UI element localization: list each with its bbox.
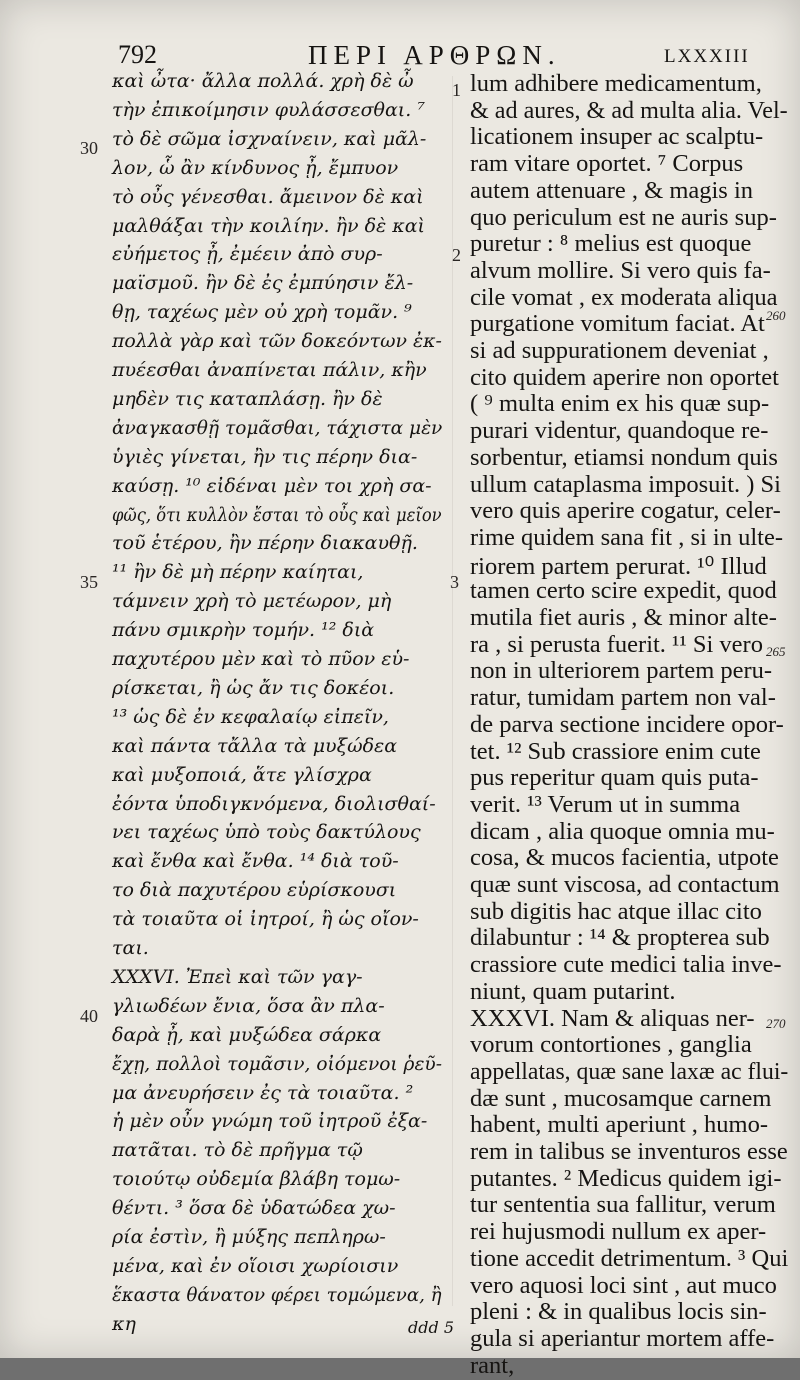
greek-text-line: ρία ἐστὶν, ἢ μύξης πεπληρω- <box>112 1226 386 1248</box>
greek-text-line: ρίσκεται, ἢ ὡς ἄν τις δοκέοι. <box>112 676 395 699</box>
latin-text-line: lum adhibere medicamentum, <box>470 70 762 97</box>
greek-text-line: τὸ οὖς γένεσθαι. ἄμεινον δὲ καὶ <box>112 185 424 208</box>
latin-text-line: licationem insuper ac scalptu- <box>470 123 764 151</box>
latin-text-line: cito quidem aperire non oportet <box>470 363 779 391</box>
greek-text-line: μαλθάξαι τὴν κοιλίην. ἢν δὲ καὶ <box>112 214 425 237</box>
latin-text-line: mutila fiet auris , & minor alte- <box>470 604 777 631</box>
latin-text-line: cile vomat , ex moderata aliqua <box>470 283 778 311</box>
latin-text-line: tet. ¹² Sub crassiore enim cute <box>470 737 761 765</box>
latin-text-line: niunt, quam putarint. <box>470 977 676 1005</box>
latin-text-line: vorum contortiones , ganglia <box>470 1031 752 1059</box>
line-number-35: 35 <box>80 572 98 592</box>
latin-text-line: vero aquosi loci sint , aut muco <box>470 1271 777 1299</box>
greek-text-line: δαρὰ ᾖ, καὶ μυξώδεα σάρκα <box>112 1023 382 1046</box>
greek-text-line: πάνυ σμικρὴν τομήν. ¹² διὰ <box>112 619 375 642</box>
greek-text-line: νει ταχέως ὑπὸ τοὺς δακτύλους <box>112 821 421 844</box>
greek-text-line: καύσῃ. ¹⁰ εἰδέναι μὲν τοι χρὴ σα- <box>112 474 432 497</box>
greek-text-line: το διὰ παχυτέρου εὑρίσκουσι <box>112 879 397 902</box>
latin-text-line: rime quidem sana fit , si in ulte- <box>470 523 783 551</box>
greek-text-line: τὸ δὲ σῶμα ἰσχναίνειν, καὶ μᾶλ- <box>112 127 427 150</box>
latin-text-line: autem attenuare , & magis in <box>470 176 754 204</box>
greek-text-line: μαϊσμοῦ. ἢν δὲ ἐς ἐμπύησιν ἔλ- <box>112 272 414 295</box>
margin-ref-270: 270 <box>766 1016 786 1031</box>
greek-text-line: ται. <box>112 937 149 959</box>
greek-text-line: λον, ὧ ἂν κίνδυνος ᾖ, ἔμπυον <box>112 156 399 179</box>
latin-text-line: putantes. ² Medicus quidem igi- <box>470 1164 782 1192</box>
greek-text-line: θῃ, ταχέως μὲν οὐ χρὴ τομᾶν. ⁹ <box>112 301 412 324</box>
latin-text-line: dæ sunt , mucosamque carnem <box>470 1084 772 1112</box>
latin-text-line: crassiore cute medici talia inve- <box>470 951 782 979</box>
line-number-30: 30 <box>80 138 98 158</box>
latin-text-line: non in ulteriorem partem peru- <box>470 657 773 685</box>
greek-text-line: ἔχῃ, πολλοὶ τομᾶσιν, οἰόμενοι ῥεῦ- <box>112 1052 442 1075</box>
greek-text-line: καὶ ὦτα· ἄλλα πολλά. χρὴ δὲ ὦ <box>112 70 414 92</box>
greek-text-line: τοιούτῳ οὐδεμία βλάβη τομω- <box>112 1168 401 1191</box>
latin-text-line: habent, multi aperiunt , humo- <box>470 1111 769 1139</box>
latin-text-line: appellatas, quæ sane laxæ ac flui- <box>470 1057 789 1085</box>
greek-text-line: τοῦ ἑτέρου, ἢν πέρην διακαυθῇ. <box>112 532 418 555</box>
latin-text-line: puretur : ⁸ melius est quoque <box>470 230 752 258</box>
latin-text-line: rei hujusmodi nullum ex aper- <box>470 1218 767 1246</box>
latin-text-line: si ad suppurationem deveniat , <box>470 337 769 364</box>
greek-text-line: καὶ μυξοποιά, ἅτε γλίσχρα <box>112 763 372 786</box>
latin-text-line: dicam , alia quoque omnia mu- <box>470 817 775 845</box>
latin-text-line: dilabuntur : ¹⁴ & propterea sub <box>470 924 770 952</box>
latin-text-line: gula si aperiantur mortem affe- <box>470 1324 775 1352</box>
latin-text-line: rant, <box>470 1351 515 1379</box>
latin-text-line: riorem partem perurat. ¹⁰ Illud <box>470 552 767 580</box>
latin-text-line: tur sententia sua fallitur, verum <box>470 1191 776 1219</box>
greek-text-line: ἀναγκασθῇ τομᾶσθαι, τάχιστα μὲν <box>112 416 443 439</box>
greek-text-line: ἕκαστα θάνατον φέρει τομώμενα, ἢ <box>112 1283 442 1306</box>
greek-text-line: ἐόντα ὑποδιγκνόμενα, διολισθαί- <box>112 792 436 815</box>
greek-text-line: πατᾶται. τὸ δὲ πρῆγμα τῷ <box>112 1139 363 1162</box>
catchword: ddd 5 <box>408 1318 454 1337</box>
latin-text-line: tione accedit detrimentum. ³ Qui <box>470 1244 789 1272</box>
latin-text-line: ram vitare oportet. ⁷ Corpus <box>470 150 744 178</box>
greek-text-line: θέντι. ³ ὅσα δὲ ὑδατώδεα χω- <box>112 1197 396 1220</box>
greek-text-line: τὴν ἐπικοίμησιν φυλάσσεσθαι. ⁷ <box>112 98 425 121</box>
greek-text-line: ¹¹ ἢν δὲ μὴ πέρην καίηται, <box>112 561 364 584</box>
greek-text-line: παχυτέρου μὲν καὶ τὸ πῦον εὑ- <box>112 648 410 670</box>
chapter-number: LXXXIII <box>664 46 750 67</box>
latin-text-line: alvum mollire. Si vero quis fa- <box>470 256 771 284</box>
column-marker-3: 3 <box>450 572 459 592</box>
latin-text-line: purari videntur, quandoque re- <box>470 417 769 445</box>
greek-text-line: πυέεσθαι ἀναπίνεται πάλιν, κἢν <box>112 359 427 381</box>
greek-text-line: XXXVI. Ἐπεὶ καὶ τῶν γαγ- <box>112 965 363 988</box>
latin-text-line: XXXVI. Nam & aliquas ner- <box>470 1004 755 1032</box>
latin-text-line: ra , si perusta fuerit. ¹¹ Si vero <box>470 630 763 658</box>
latin-text-line: rem in talibus se inventuros esse <box>470 1138 788 1165</box>
greek-text-line: μένα, καὶ ἐν οἵοισι χωρίοισιν <box>112 1254 399 1277</box>
latin-text-line: pleni : & in qualibus locis sin- <box>470 1298 767 1326</box>
running-title: ΠΕΡΙ ΑΡΘΡΩΝ. <box>308 40 561 70</box>
greek-text-line: τάμνειν χρὴ τὸ μετέωρον, μὴ <box>112 590 392 613</box>
latin-text-line: de parva sectione incidere opor- <box>470 710 784 738</box>
latin-text-line: ullum cataplasma imposuit. ) Si <box>470 470 781 498</box>
greek-text-line: κη <box>112 1312 136 1335</box>
greek-text-line: φῶς, ὅτι κυλλὸν ἔσται τὸ οὖς καὶ μεῖον <box>112 503 442 526</box>
latin-text-line: sorbentur, etiamsi nondum quis <box>470 443 778 471</box>
latin-text-line: tamen certo scire expedit, quod <box>470 577 777 605</box>
page-number: 792 <box>118 40 157 69</box>
greek-text-line: πολλὰ γὰρ καὶ τῶν δοκεόντων ἐκ- <box>112 330 442 353</box>
latin-text-line: verit. ¹³ Verum ut in summa <box>470 790 741 818</box>
greek-text-line: καὶ ἔνθα καὶ ἔνθα. ¹⁴ διὰ τοῦ- <box>112 850 399 873</box>
margin-ref-260: 260 <box>766 308 786 323</box>
column-marker-2: 2 <box>452 245 461 265</box>
latin-text-line: ( ⁹ multa enim ex his quæ sup- <box>470 390 770 418</box>
latin-text-line: cosa, & mucos facientia, utpote <box>470 844 779 872</box>
greek-text-line: μηδὲν τις καταπλάσῃ. ἢν δὲ <box>112 387 383 410</box>
line-number-40: 40 <box>80 1006 98 1026</box>
latin-text-line: quæ sunt viscosa, ad contactum <box>470 871 780 898</box>
greek-text-line: τὰ τοιαῦτα οἱ ἰητροί, ἢ ὡς οἴον- <box>112 908 419 931</box>
greek-text-line: γλιωδέων ἔνια, ὅσα ἂν πλα- <box>112 994 385 1017</box>
latin-text-line: vero quis aperire cogatur, celer- <box>470 497 781 525</box>
greek-text-line: ὑγιὲς γίνεται, ἢν τις πέρην δια- <box>112 445 418 468</box>
greek-text-line: ἡ μὲν οὖν γνώμη τοῦ ἰητροῦ ἐξα- <box>112 1110 428 1133</box>
latin-text-line: sub digitis hac atque illac cito <box>470 897 762 925</box>
latin-text-line: pus reperitur quam quis puta- <box>470 764 759 792</box>
column-marker-1: 1 <box>452 80 461 100</box>
greek-text-line: εὐήμετος ᾖ, ἐμέειν ἀπὸ συρ- <box>112 243 383 266</box>
greek-text-line: ¹³ ὡς δὲ ἐν κεφαλαίῳ εἰπεῖν, <box>112 705 389 728</box>
latin-text-line: ratur, tumidam partem non val- <box>470 684 776 712</box>
greek-text-line: μα ἀνευρήσειν ἐς τὰ τοιαῦτα. ² <box>112 1081 414 1104</box>
latin-text-line: purgatione vomitum faciat. At <box>470 310 765 338</box>
greek-text-line: καὶ πάντα τἄλλα τὰ μυξώδεα <box>112 734 398 757</box>
margin-ref-265: 265 <box>766 644 786 659</box>
latin-text-line: & ad aures, & ad multa alia. Vel- <box>470 96 788 124</box>
latin-text-line: quo periculum est ne auris sup- <box>470 203 777 231</box>
